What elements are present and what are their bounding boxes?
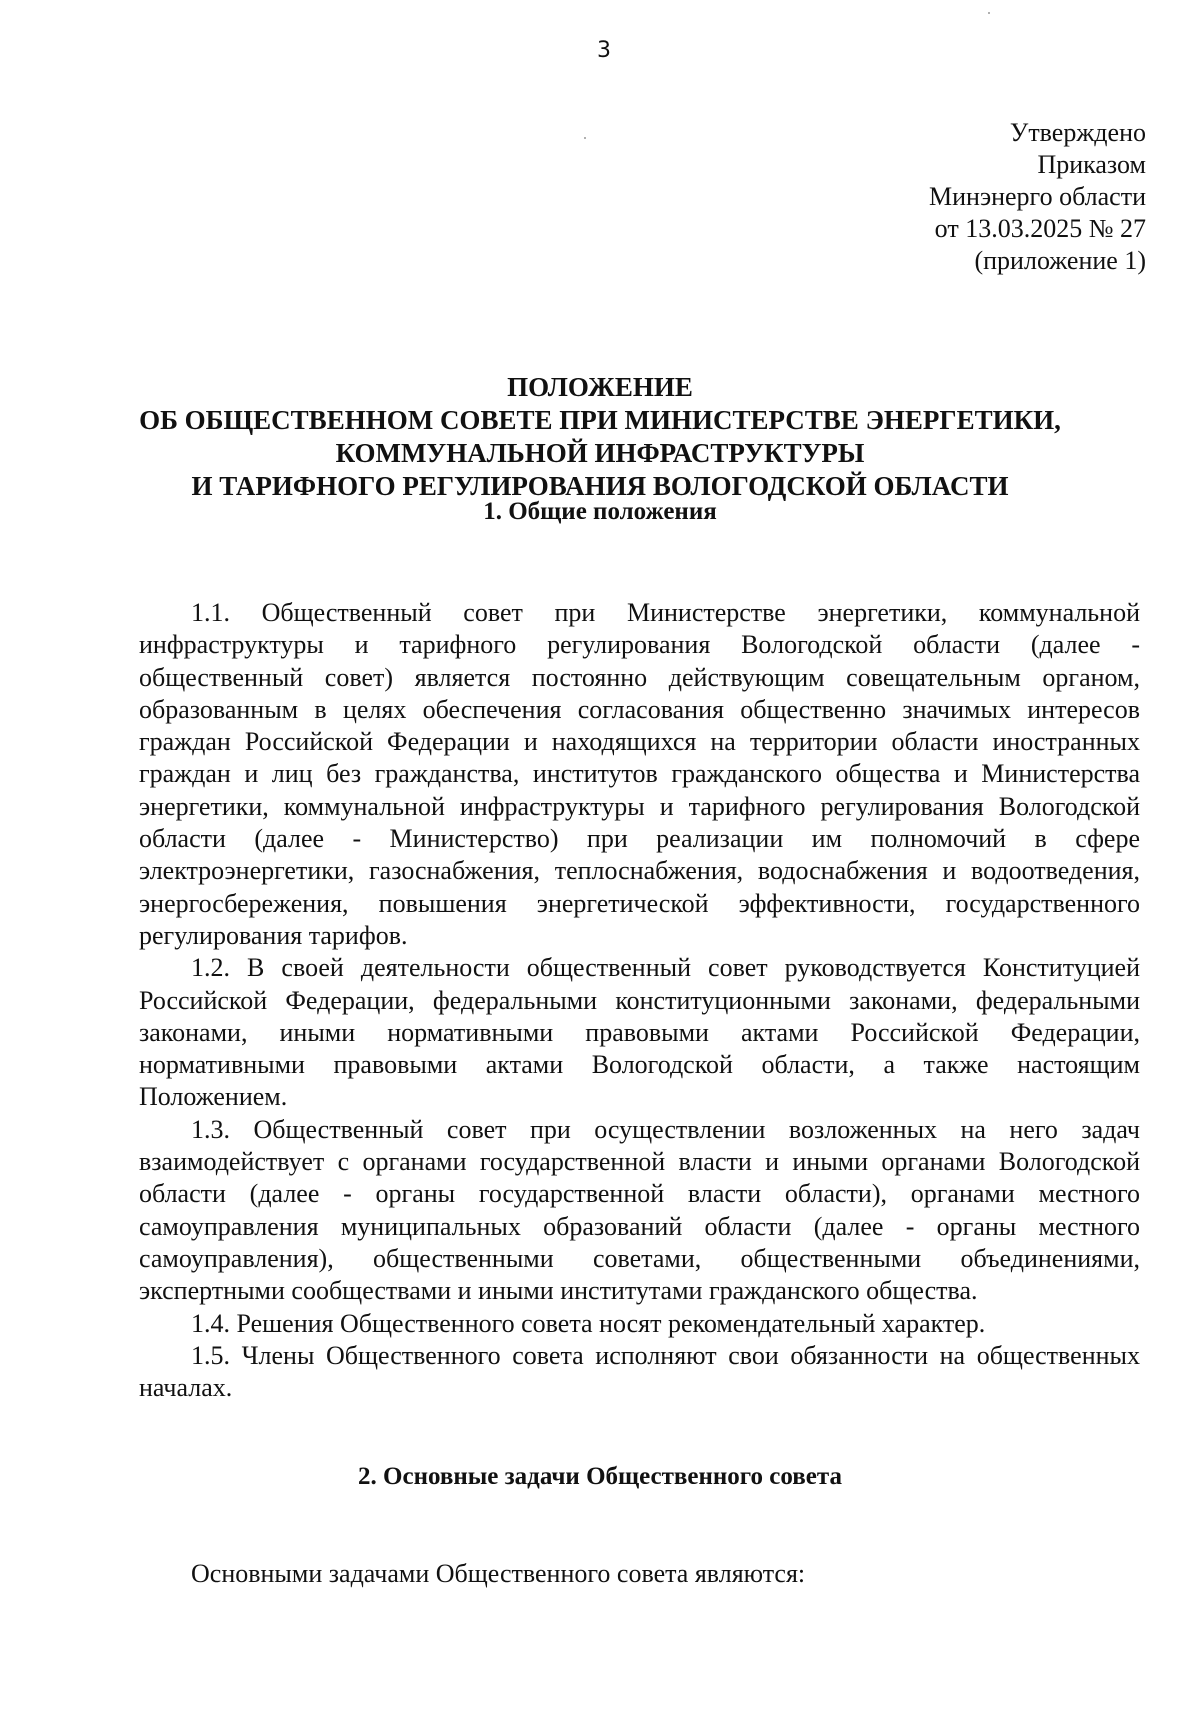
scan-speck bbox=[988, 12, 990, 14]
page-number: 3 bbox=[597, 38, 611, 63]
document-title bbox=[60, 371, 1140, 503]
title-line-3: КОММУНАЛЬНОЙ ИНФРАСТРУКТУРЫ bbox=[335, 438, 865, 468]
paragraph-1-4: 1.4. Решения Общественного совета носят рекомендательный характер. bbox=[191, 1308, 986, 1338]
approval-line-order: Приказом bbox=[1037, 150, 1146, 179]
section-2-heading: 2. Основные задачи Общественного совета bbox=[358, 1463, 842, 1490]
paragraph-1-2: 1.2. В своей деятельности общественный совет руководствуется Конституцией Российской Федерации, федеральными конституционными законами, федеральными законами, иными нормативными правовыми актами Российской Федерации, нормативными правовыми актами Вологодской области, а также настоящим Положением. bbox=[139, 953, 1140, 1112]
approval-block bbox=[726, 117, 1146, 277]
paragraph-1-1: 1.1. Общественный совет при Министерстве энергетики, коммунальной инфраструктуры и тарифного регулирования Вологодской области (далее - общественный совет) является постоянно действующим совещательным органом, образованным в целях обеспечения согласования общественно значимых интересов граждан Российской Федерации и находящихся на территории области иностранных граждан и лиц без гражданства, институтов гражданского общества и Министерства энергетики, коммунальной инфраструктуры и тарифного регулирования Вологодской области (далее - Министерство) при реализации им полномочий в сфере электроэнергетики, газоснабжения, теплоснабжения, водоснабжения и водоотведения, энергосбережения, повышения энергетической эффективности, государственного регулирования тарифов. bbox=[139, 598, 1140, 950]
section-1-heading: 1. Общие положения bbox=[483, 498, 717, 525]
approval-line-ministry: Минэнерго области bbox=[929, 182, 1146, 211]
section-2-intro: Основными задачами Общественного совета являются: bbox=[191, 1559, 806, 1588]
scan-speck bbox=[584, 137, 586, 139]
title-line-1: ПОЛОЖЕНИЕ bbox=[507, 372, 693, 402]
paragraph-1-5: 1.5. Члены Общественного совета исполняют свои обязанности на общественных началах. bbox=[139, 1340, 1140, 1403]
approval-line-appendix: (приложение 1) bbox=[974, 246, 1146, 275]
approval-line-approved: Утверждено bbox=[1009, 118, 1146, 147]
section-1-body bbox=[139, 597, 1140, 1404]
paragraph-1-3: 1.3. Общественный совет при осуществлении возложенных на него задач взаимодействует с органами государственной власти и иными органами Вологодской области (далее - органы государственной власти области), органами местного самоуправления муниципальных образований области (далее - органы местного самоуправления), общественными советами, общественными объединениями, экспертными сообществами и иными институтами гражданского общества. bbox=[139, 1114, 1140, 1306]
title-line-4: И ТАРИФНОГО РЕГУЛИРОВАНИЯ ВОЛОГОДСКОЙ ОБЛАСТИ bbox=[191, 471, 1009, 501]
approval-line-date-number: от 13.03.2025 № 27 bbox=[934, 214, 1146, 243]
title-line-2: ОБ ОБЩЕСТВЕННОМ СОВЕТЕ ПРИ МИНИСТЕРСТВЕ ЭНЕРГЕТИКИ, bbox=[139, 405, 1061, 435]
